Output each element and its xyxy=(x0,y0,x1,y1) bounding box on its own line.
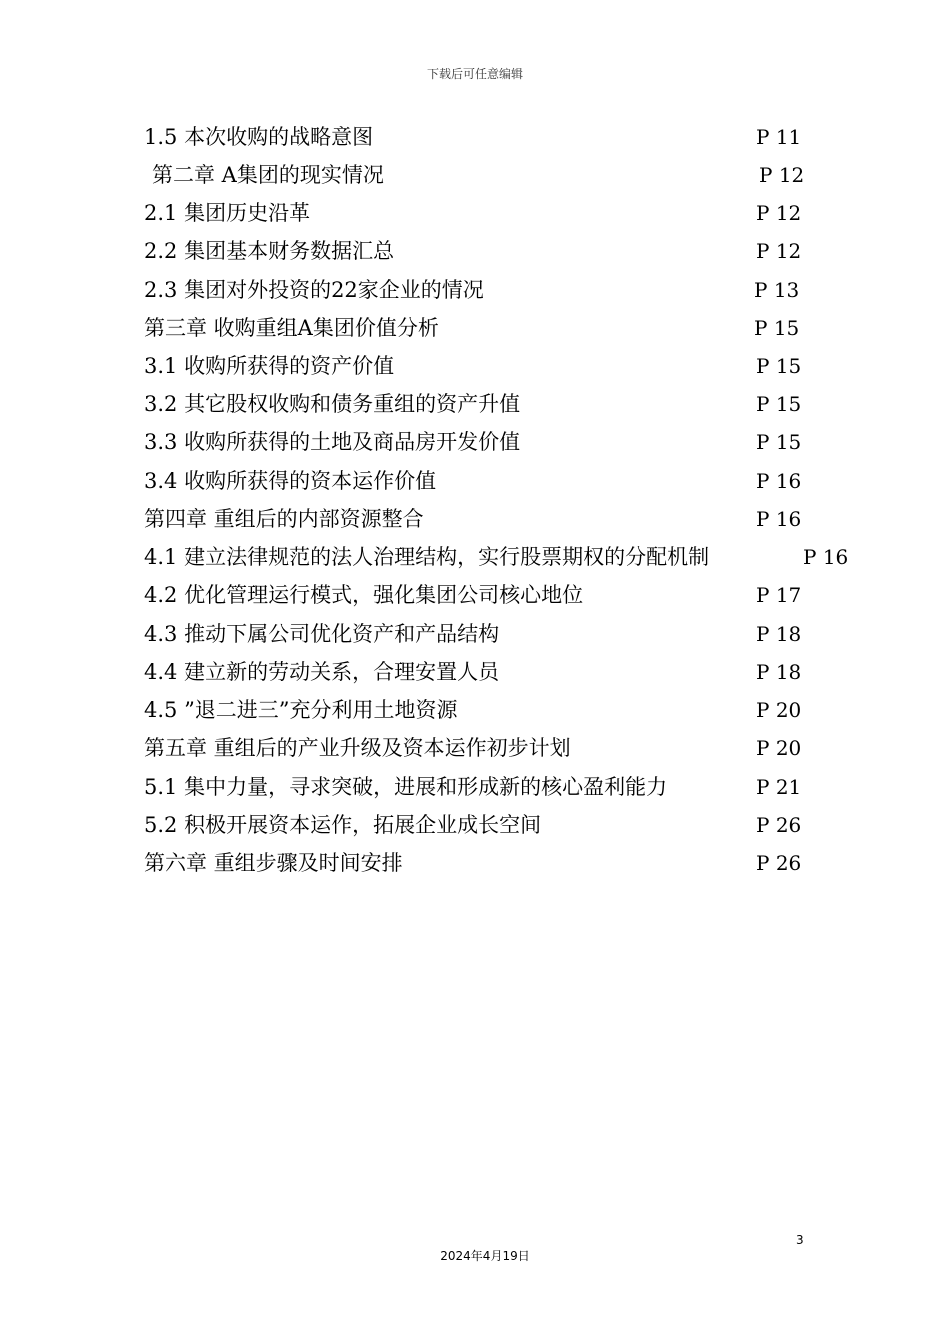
toc-entry-page: P 20 xyxy=(756,698,802,722)
toc-entry-title: 1.5 本次收购的战略意图 xyxy=(144,125,374,149)
toc-entry-title: 4.3 推动下属公司优化资产和产品结构 xyxy=(144,622,500,646)
toc-entry-page: P 21 xyxy=(756,775,802,799)
toc-entry-page: P 20 xyxy=(756,736,802,760)
toc-entry-page: P 16 xyxy=(803,545,849,569)
toc-entry-title: 2.2 集团基本财务数据汇总 xyxy=(144,239,395,263)
toc-entry-title: 3.3 收购所获得的土地及商品房开发价值 xyxy=(144,430,521,454)
toc-entry-page: P 12 xyxy=(759,163,805,187)
page-number: 3 xyxy=(796,1233,804,1247)
toc-entry-title: 4.2 优化管理运行模式，强化集团公司核心地位 xyxy=(144,583,584,607)
toc-entry-page: P 12 xyxy=(756,201,802,225)
toc-entry-page: P 15 xyxy=(756,354,802,378)
footer-date: 2024年4月19日 xyxy=(440,1249,530,1263)
toc-entry-title: 2.3 集团对外投资的22家企业的情况 xyxy=(144,278,484,302)
toc-entry-page: P 16 xyxy=(756,507,802,531)
toc-entry-title: 第二章 A集团的现实情况 xyxy=(152,163,384,187)
toc-entry-page: P 26 xyxy=(756,851,802,875)
toc-entry-title: 第四章 重组后的内部资源整合 xyxy=(144,507,424,531)
toc-entry-page: P 11 xyxy=(756,125,802,149)
toc-entry-page: P 18 xyxy=(756,622,802,646)
toc-entry-title: 3.4 收购所获得的资本运作价值 xyxy=(144,469,437,493)
toc-entry-title: 2.1 集团历史沿革 xyxy=(144,201,311,225)
toc-entry-title: 第六章 重组步骤及时间安排 xyxy=(144,851,403,875)
toc-entry-page: P 13 xyxy=(754,278,800,302)
toc-entry-page: P 17 xyxy=(756,583,802,607)
toc-entry-title: 4.1 建立法律规范的法人治理结构，实行股票期权的分配机制 xyxy=(144,545,710,569)
toc-entry-title: 5.1 集中力量，寻求突破，进展和形成新的核心盈利能力 xyxy=(144,775,668,799)
toc-entry-page: P 15 xyxy=(756,430,802,454)
toc-entry-title: 4.5 ”退二进三”充分利用土地资源 xyxy=(144,698,458,722)
page-header: 下载后可任意编辑 xyxy=(426,67,523,81)
toc-entry-title: 3.1 收购所获得的资产价值 xyxy=(144,354,395,378)
toc-entry-title: 5.2 积极开展资本运作，拓展企业成长空间 xyxy=(144,813,542,837)
toc-entry-title: 第三章 收购重组A集团价值分析 xyxy=(144,316,439,340)
toc-entry-title: 3.2 其它股权收购和债务重组的资产升值 xyxy=(144,392,521,416)
toc-entry-title: 4.4 建立新的劳动关系，合理安置人员 xyxy=(144,660,500,684)
toc-entry-page: P 15 xyxy=(756,392,802,416)
toc-entry-title: 第五章 重组后的产业升级及资本运作初步计划 xyxy=(144,736,571,760)
toc-entry-page: P 16 xyxy=(756,469,802,493)
toc-entry-page: P 15 xyxy=(754,316,800,340)
toc-entry-page: P 18 xyxy=(756,660,802,684)
toc-entry-page: P 26 xyxy=(756,813,802,837)
toc-entry-page: P 12 xyxy=(756,239,802,263)
